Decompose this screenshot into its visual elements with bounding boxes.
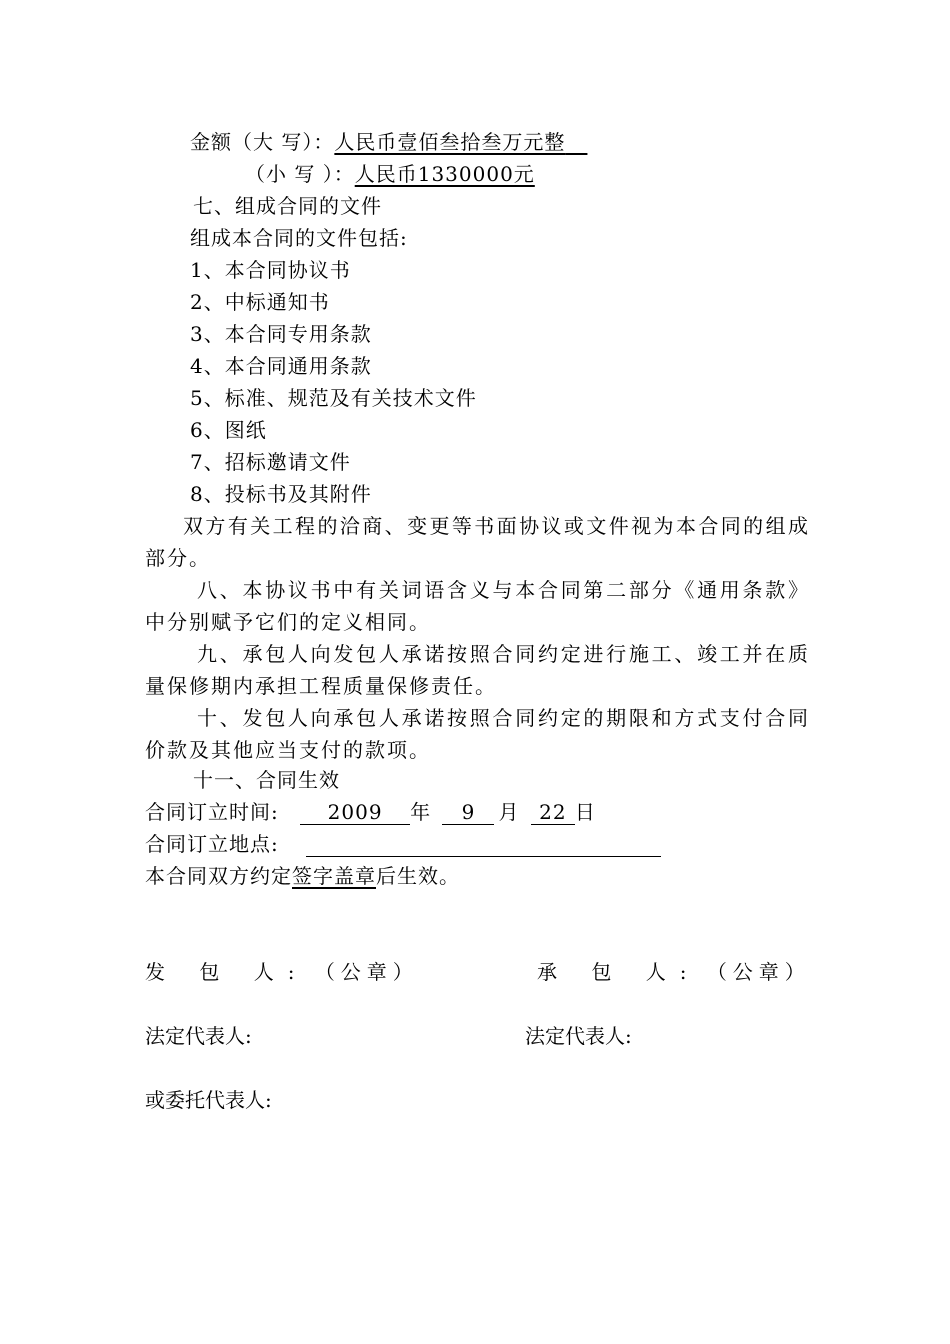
list-item: 5、标准、规范及有关技术文件 <box>190 386 477 410</box>
contract-date-line <box>145 798 596 826</box>
amount-upper-line <box>190 128 587 156</box>
year-unit: 年 <box>410 800 432 824</box>
place-field <box>306 832 661 857</box>
amount-lower-label: （小 写 ）： <box>245 162 355 186</box>
list-item: 3、本合同专用条款 <box>190 322 372 346</box>
list-item: 8、投标书及其附件 <box>190 482 372 506</box>
authorized-rep: 或委托代表人: <box>145 1088 272 1112</box>
day-unit: 日 <box>574 800 596 824</box>
effect-underlined: 签字盖章 <box>292 864 376 888</box>
amount-upper-label: 金额（大 写）： <box>190 130 335 154</box>
contractor-seal: （公章） <box>706 960 811 984</box>
list-item: 2、中标通知书 <box>190 290 330 314</box>
contractor-label: 承 包 人: <box>537 960 701 984</box>
employer-seal: （公章） <box>314 960 419 984</box>
list-item: 1、本合同协议书 <box>190 258 351 282</box>
employer-label: 发 包 人: <box>145 960 309 984</box>
section7-title: 七、组成合同的文件 <box>193 194 382 218</box>
effect-line <box>145 862 460 890</box>
list-item: 7、招标邀请文件 <box>190 450 351 474</box>
amount-lower-line <box>245 160 535 188</box>
month-field: 9 <box>442 800 494 825</box>
effect-prefix: 本合同双方约定 <box>145 864 292 888</box>
section8-text: 八、本协议书中有关词语含义与本合同第二部分《通用条款》中分别赋予它们的定义相同。 <box>145 578 810 634</box>
year-field: 2009 <box>300 800 410 825</box>
day-field: 22 <box>531 800 575 825</box>
contract-place-line <box>145 830 661 858</box>
contractor-signature <box>537 958 811 986</box>
contract-date-label: 合同订立时间: <box>145 800 279 824</box>
month-unit: 月 <box>498 800 520 824</box>
legal-rep-left: 法定代表人: <box>145 1024 252 1048</box>
employer-signature <box>145 958 419 986</box>
amount-lower-value: 人民币1330000元 <box>354 162 535 186</box>
amount-upper-value: 人民币壹佰叁拾叁万元整 <box>334 130 566 154</box>
section7-intro: 组成本合同的文件包括: <box>190 226 408 250</box>
section10-text: 十、发包人向承包人承诺按照合同约定的期限和方式支付合同价款及其他应当支付的款项。 <box>145 706 810 762</box>
legal-rep-right: 法定代表人: <box>525 1024 632 1048</box>
list-item: 4、本合同通用条款 <box>190 354 372 378</box>
list-item: 6、图纸 <box>190 418 267 442</box>
section7-note: 双方有关工程的洽商、变更等书面协议或文件视为本合同的组成部分。 <box>145 514 810 570</box>
contract-place-label: 合同订立地点: <box>145 832 279 856</box>
section11-title: 十一、合同生效 <box>193 768 340 792</box>
section9-text: 九、承包人向发包人承诺按照合同约定进行施工、竣工并在质量保修期内承担工程质量保修责任。 <box>145 642 810 698</box>
effect-suffix: 后生效。 <box>376 864 460 888</box>
